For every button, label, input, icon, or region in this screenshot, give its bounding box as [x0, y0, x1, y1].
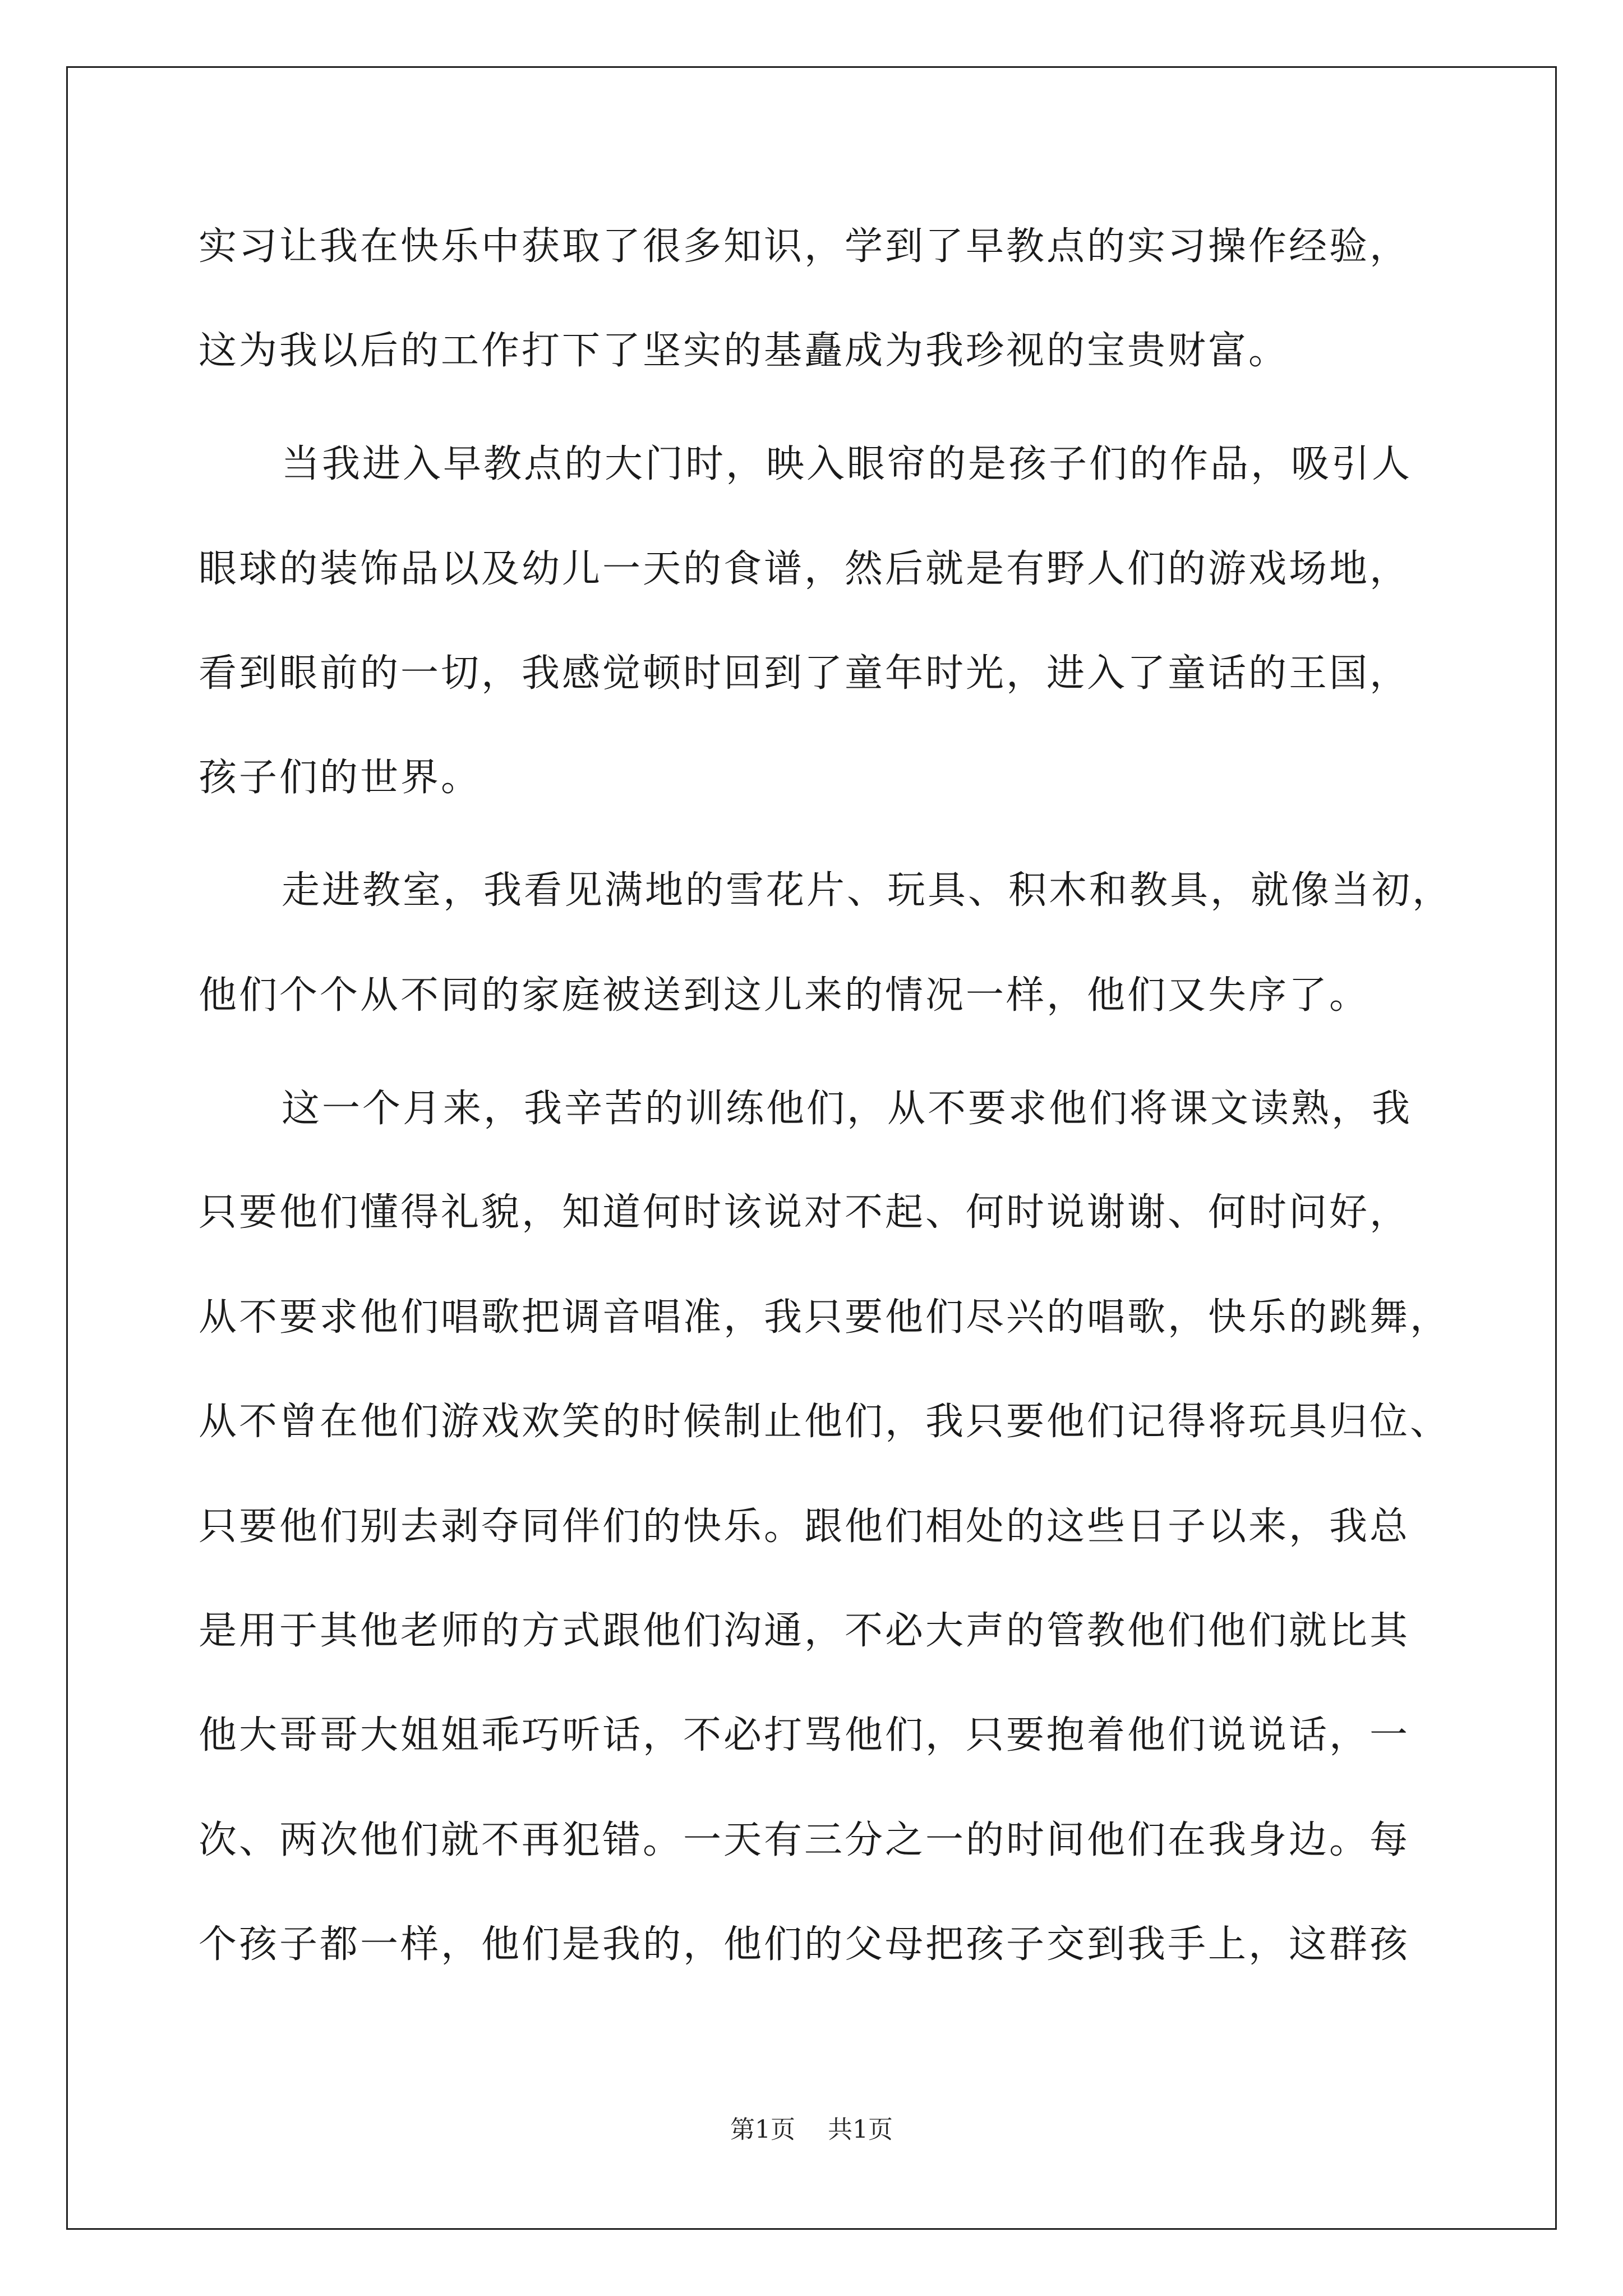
text-line: 次、两次他们就不再犯错。一天有三分之一的时间他们在我身边。每 — [199, 1818, 1410, 1862]
text-line: 他们个个从不同的家庭被送到这儿来的情况一样，他们又失序了。 — [199, 973, 1370, 1018]
paragraph-first-line: 当我进入早教点的大门时，映入眼帘的是孩子们的作品，吸引人 — [282, 442, 1413, 486]
page-border — [66, 66, 1557, 2230]
text-line: 从不要求他们唱歌把调音唱准，我只要他们尽兴的唱歌，快乐的跳舞， — [199, 1295, 1451, 1340]
text-line: 看到眼前的一切，我感觉顿时回到了童年时光，进入了童话的王国， — [199, 651, 1410, 696]
paragraph-first-line: 这一个月来，我辛苦的训练他们，从不要求他们将课文读熟，我 — [282, 1087, 1413, 1131]
page-footer — [0, 2116, 1623, 2144]
text-line: 眼球的装饰品以及幼儿一天的食谱，然后就是有野人们的游戏场地， — [199, 547, 1410, 591]
text-line: 孩子们的世界。 — [199, 756, 482, 800]
page-number: 第1页 — [730, 2115, 795, 2144]
text-line: 只要他们别去剥夺同伴们的快乐。跟他们相处的这些日子以来，我总 — [199, 1504, 1410, 1549]
text-line: 他大哥哥大姐姐乖巧听话，不必打骂他们，只要抱着他们说说话，一 — [199, 1713, 1410, 1757]
text-line: 个孩子都一样，他们是我的，他们的父母把孩子交到我手上，这群孩 — [199, 1922, 1410, 1967]
text-line: 是用于其他老师的方式跟他们沟通，不必大声的管教他们他们就比其 — [199, 1609, 1410, 1653]
text-line: 只要他们懂得礼貌，知道何时该说对不起、何时说谢谢、何时问好， — [199, 1190, 1410, 1235]
page-total: 共1页 — [828, 2115, 893, 2144]
paragraph-first-line: 走进教室，我看见满地的雪花片、玩具、积木和教具，就像当初， — [282, 868, 1453, 913]
text-line: 从不曾在他们游戏欢笑的时候制止他们，我只要他们记得将玩具归位、 — [199, 1400, 1451, 1444]
text-line: 这为我以后的工作打下了坚实的基矗成为我珍视的宝贵财富。 — [199, 329, 1289, 373]
text-line: 实习让我在快乐中获取了很多知识，学到了早教点的实习操作经验， — [199, 224, 1410, 269]
